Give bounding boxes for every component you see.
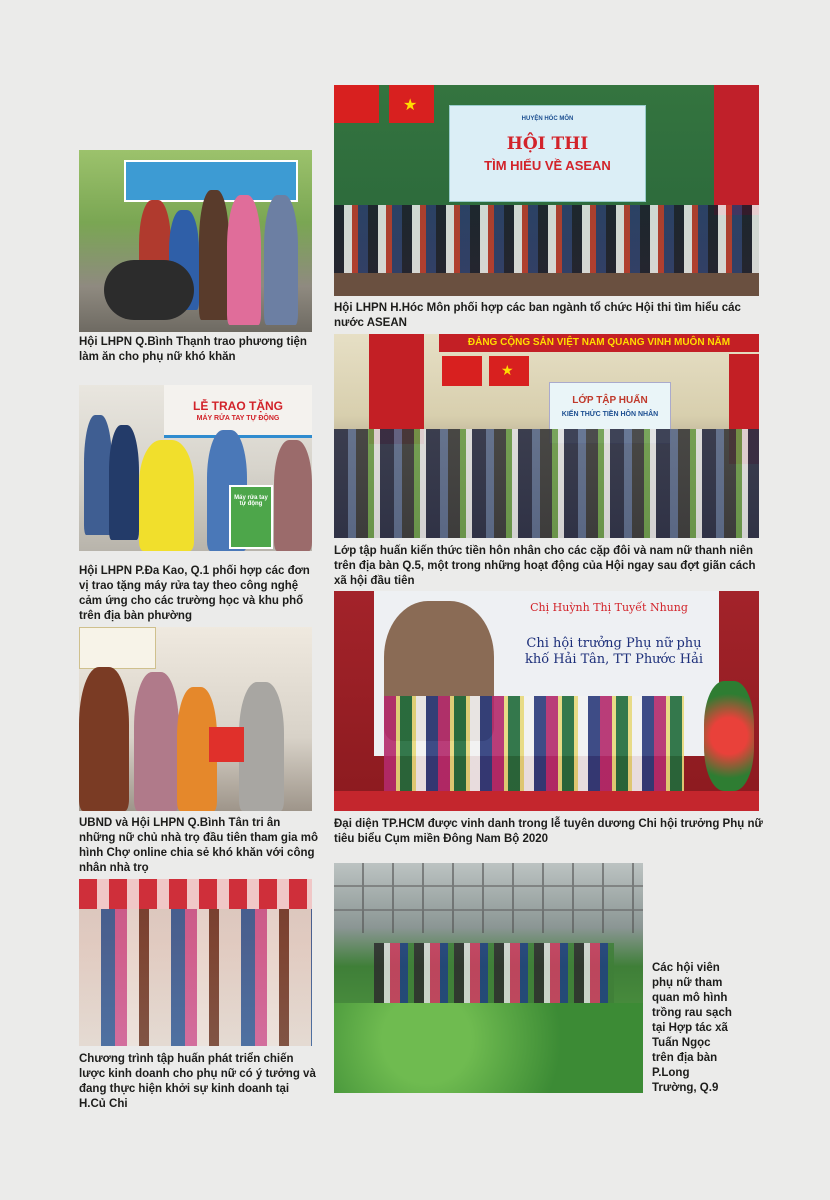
asean-title-1: HỘI THI: [506, 134, 589, 154]
caption-dong-nam-bo: Đại diện TP.HCM được vinh danh trong lễ tuyên dương Chi hội trưởng Phụ nữ tiêu biểu Cụm miền Đông Nam Bộ 2020: [334, 818, 763, 845]
photo-quan9-greenhouse: [334, 863, 643, 1093]
training-title: LỚP TẬP HUẤN: [572, 395, 648, 406]
party-banner: ĐẢNG CỘNG SẢN VIỆT NAM QUANG VINH MUÔN NĂM: [467, 337, 731, 348]
asean-title-2: TÌM HIỂU VỀ ASEAN: [484, 158, 611, 173]
photo-cu-chi: [79, 879, 312, 1046]
photo-quan5-training: [334, 334, 759, 538]
caption-quan5: Lớp tập huấn kiến thức tiền hôn nhân cho các cặp đôi và nam nữ thanh niên trên địa bàn Q.5, một trong những hoạt động của Hội ngay sau đợt giãn cách xã hội đầu tiên: [334, 545, 756, 587]
photo-hoc-mon-asean: [334, 85, 759, 296]
caption-da-kao: Hội LHPN P.Đa Kao, Q.1 phối hợp các đơn vị trao tặng máy rửa tay theo công nghệ cảm ứng cho các trường học và khu phố trên địa bàn phường: [79, 565, 310, 622]
screen-text: Chi hội trưởng Phụ nữ phụ khố Hải Tân, TT Phước Hải: [524, 636, 704, 667]
photo-da-kao: [79, 385, 312, 551]
caption-quan9: Các hội viên phụ nữ tham quan mô hình trồng rau sạch tại Hợp tác xã Tuấn Ngọc trên địa bàn P.Long Trường, Q.9: [652, 962, 732, 1094]
photo-dong-nam-bo: [334, 591, 759, 811]
photo-binh-thanh: [79, 150, 312, 332]
asean-org: HUYỆN HÓC MÔN: [521, 116, 574, 122]
caption-hoc-mon: Hội LHPN H.Hóc Môn phối hợp các ban ngành tổ chức Hội thi tìm hiểu các nước ASEAN: [334, 302, 741, 329]
training-sub: KIẾN THỨC TIỀN HÔN NHÂN: [561, 411, 659, 418]
caption-cu-chi: Chương trình tập huấn phát triển chiến lược kinh doanh cho phụ nữ có ý tưởng và đang thực hiện khởi sự kinh doanh tại H.Củ Chi: [79, 1053, 316, 1110]
star-icon: ★: [403, 97, 418, 114]
caption-binh-thanh: Hội LHPN Q.Bình Thạnh trao phương tiện làm ăn cho phụ nữ khó khăn: [79, 336, 307, 363]
photo-binh-tan: [79, 627, 312, 811]
machine-box-label: Máy rửa tay tự động: [234, 495, 268, 507]
machine-banner: LỄ TRAO TẶNG: [193, 399, 283, 413]
star-icon: ★: [501, 362, 514, 378]
machine-sub: MÁY RỬA TAY TỰ ĐỘNG: [196, 415, 280, 422]
screen-name: Chị Huỳnh Thị Tuyết Nhung: [530, 601, 688, 614]
caption-binh-tan: UBND và Hội LHPN Q.Bình Tân tri ân những nữ chủ nhà trọ đầu tiên tham gia mô hình Chợ online chia sẻ khó khăn với công nhân nhà trọ: [79, 817, 318, 874]
